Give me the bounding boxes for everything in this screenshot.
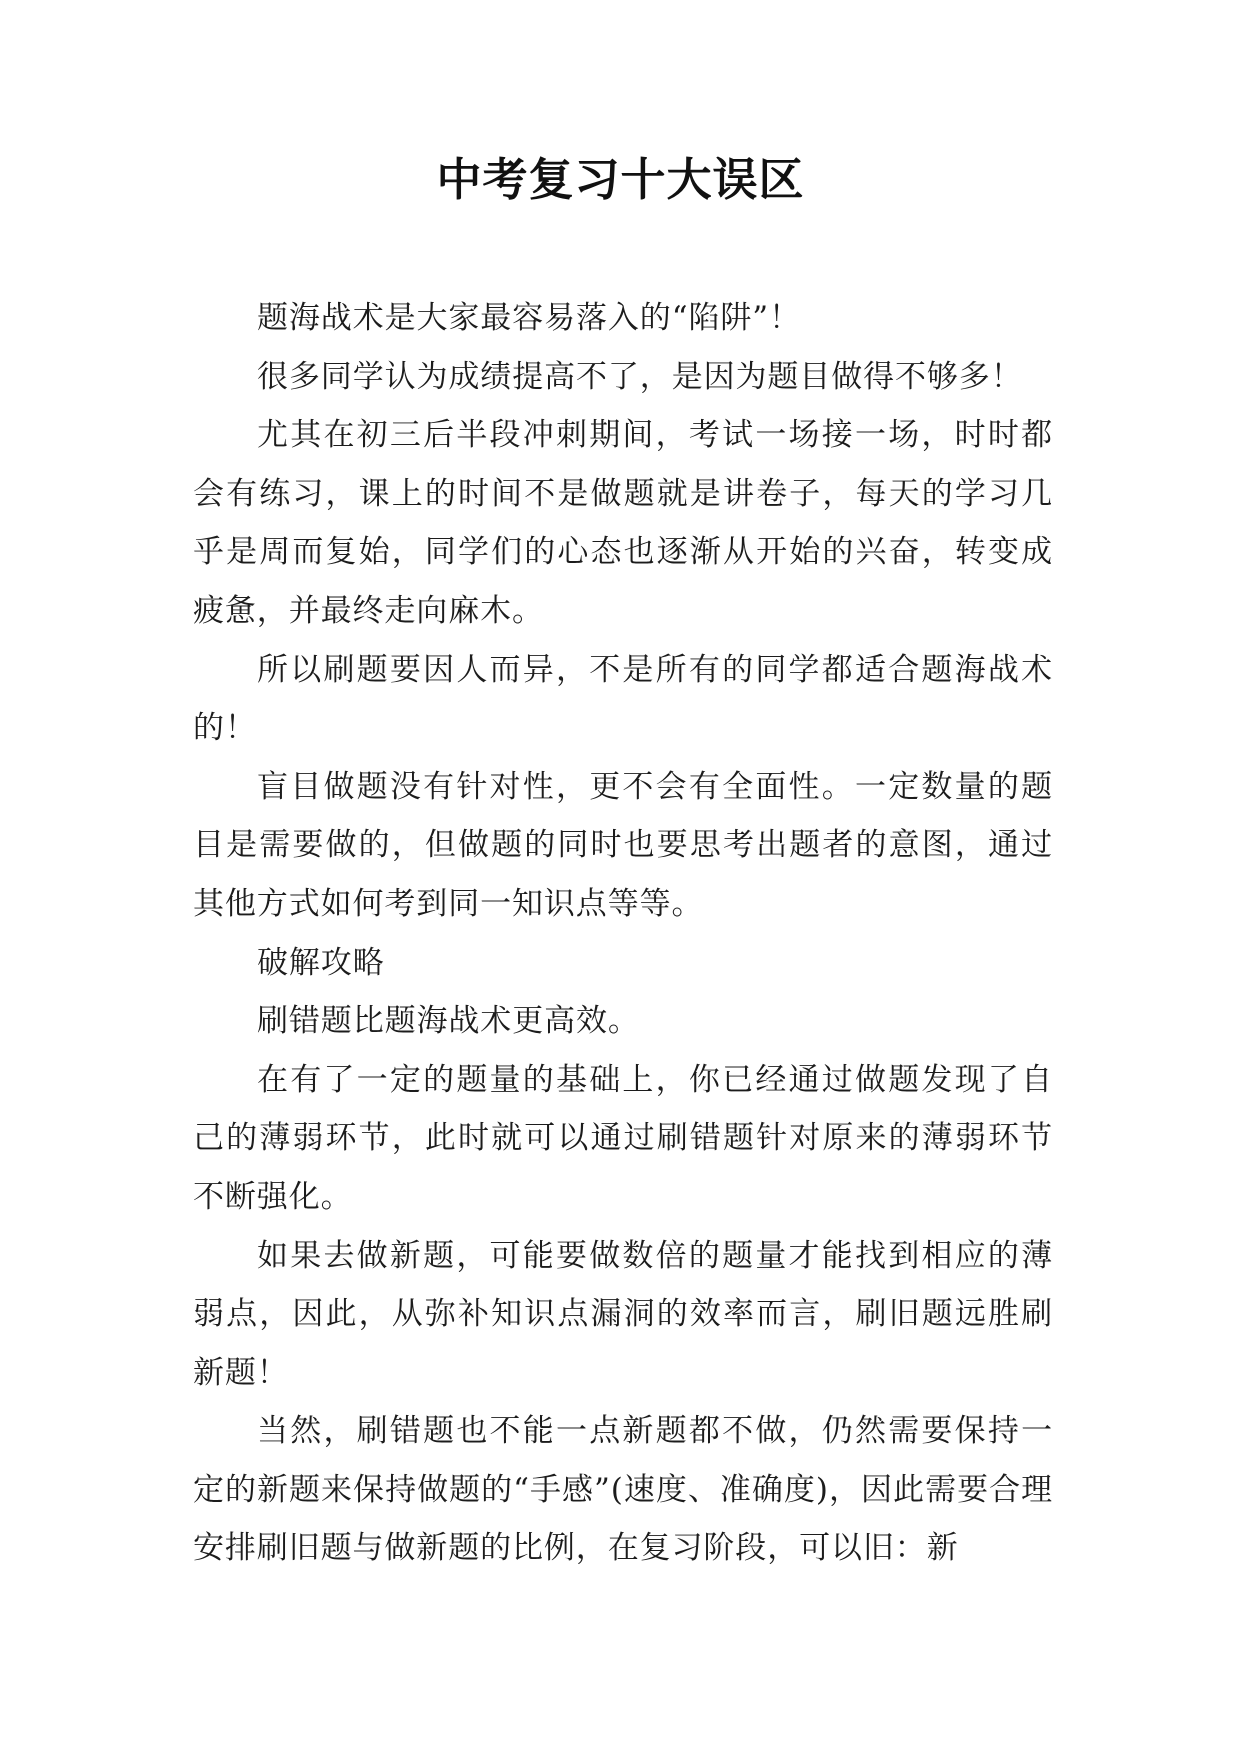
paragraph-9: 如果去做新题，可能要做数倍的题量才能找到相应的薄弱点，因此，从弥补知识点漏洞的效率而言，刷旧题远胜刷新题！ — [193, 1237, 1053, 1391]
document-body — [193, 289, 1053, 1578]
document-title: 中考复习十大误区 — [436, 153, 805, 206]
section-heading-strategy: 破解攻略 — [257, 944, 385, 981]
paragraph-8: 在有了一定的题量的基础上，你已经通过做题发现了自己的薄弱环节，此时就可以通过刷错题针对原来的薄弱环节不断强化。 — [193, 1061, 1053, 1215]
paragraph-5: 盲目做题没有针对性，更不会有全面性。一定数量的题目是需要做的，但做题的同时也要思考出题者的意图，通过其他方式如何考到同一知识点等等。 — [193, 768, 1053, 922]
paragraph-2: 很多同学认为成绩提高不了，是因为题目做得不够多！ — [257, 358, 1023, 395]
paragraph-10: 当然，刷错题也不能一点新题都不做，仍然需要保持一定的新题来保持做题的“手感”(速度、准确度)，因此需要合理安排刷旧题与做新题的比例，在复习阶段，可以旧：新 — [193, 1413, 1053, 1567]
paragraph-3: 尤其在初三后半段冲刺期间，考试一场接一场，时时都会有练习，课上的时间不是做题就是讲卷子，每天的学习几乎是周而复始，同学们的心态也逐渐从开始的兴奋，转变成疲惫，并最终走向麻木。 — [193, 417, 1053, 629]
paragraph-1: 题海战术是大家最容易落入的“陷阱”！ — [257, 300, 801, 336]
paragraph-7: 刷错题比题海战术更高效。 — [257, 1003, 640, 1040]
paragraph-4: 所以刷题要因人而异，不是所有的同学都适合题海战术的！ — [193, 651, 1053, 747]
